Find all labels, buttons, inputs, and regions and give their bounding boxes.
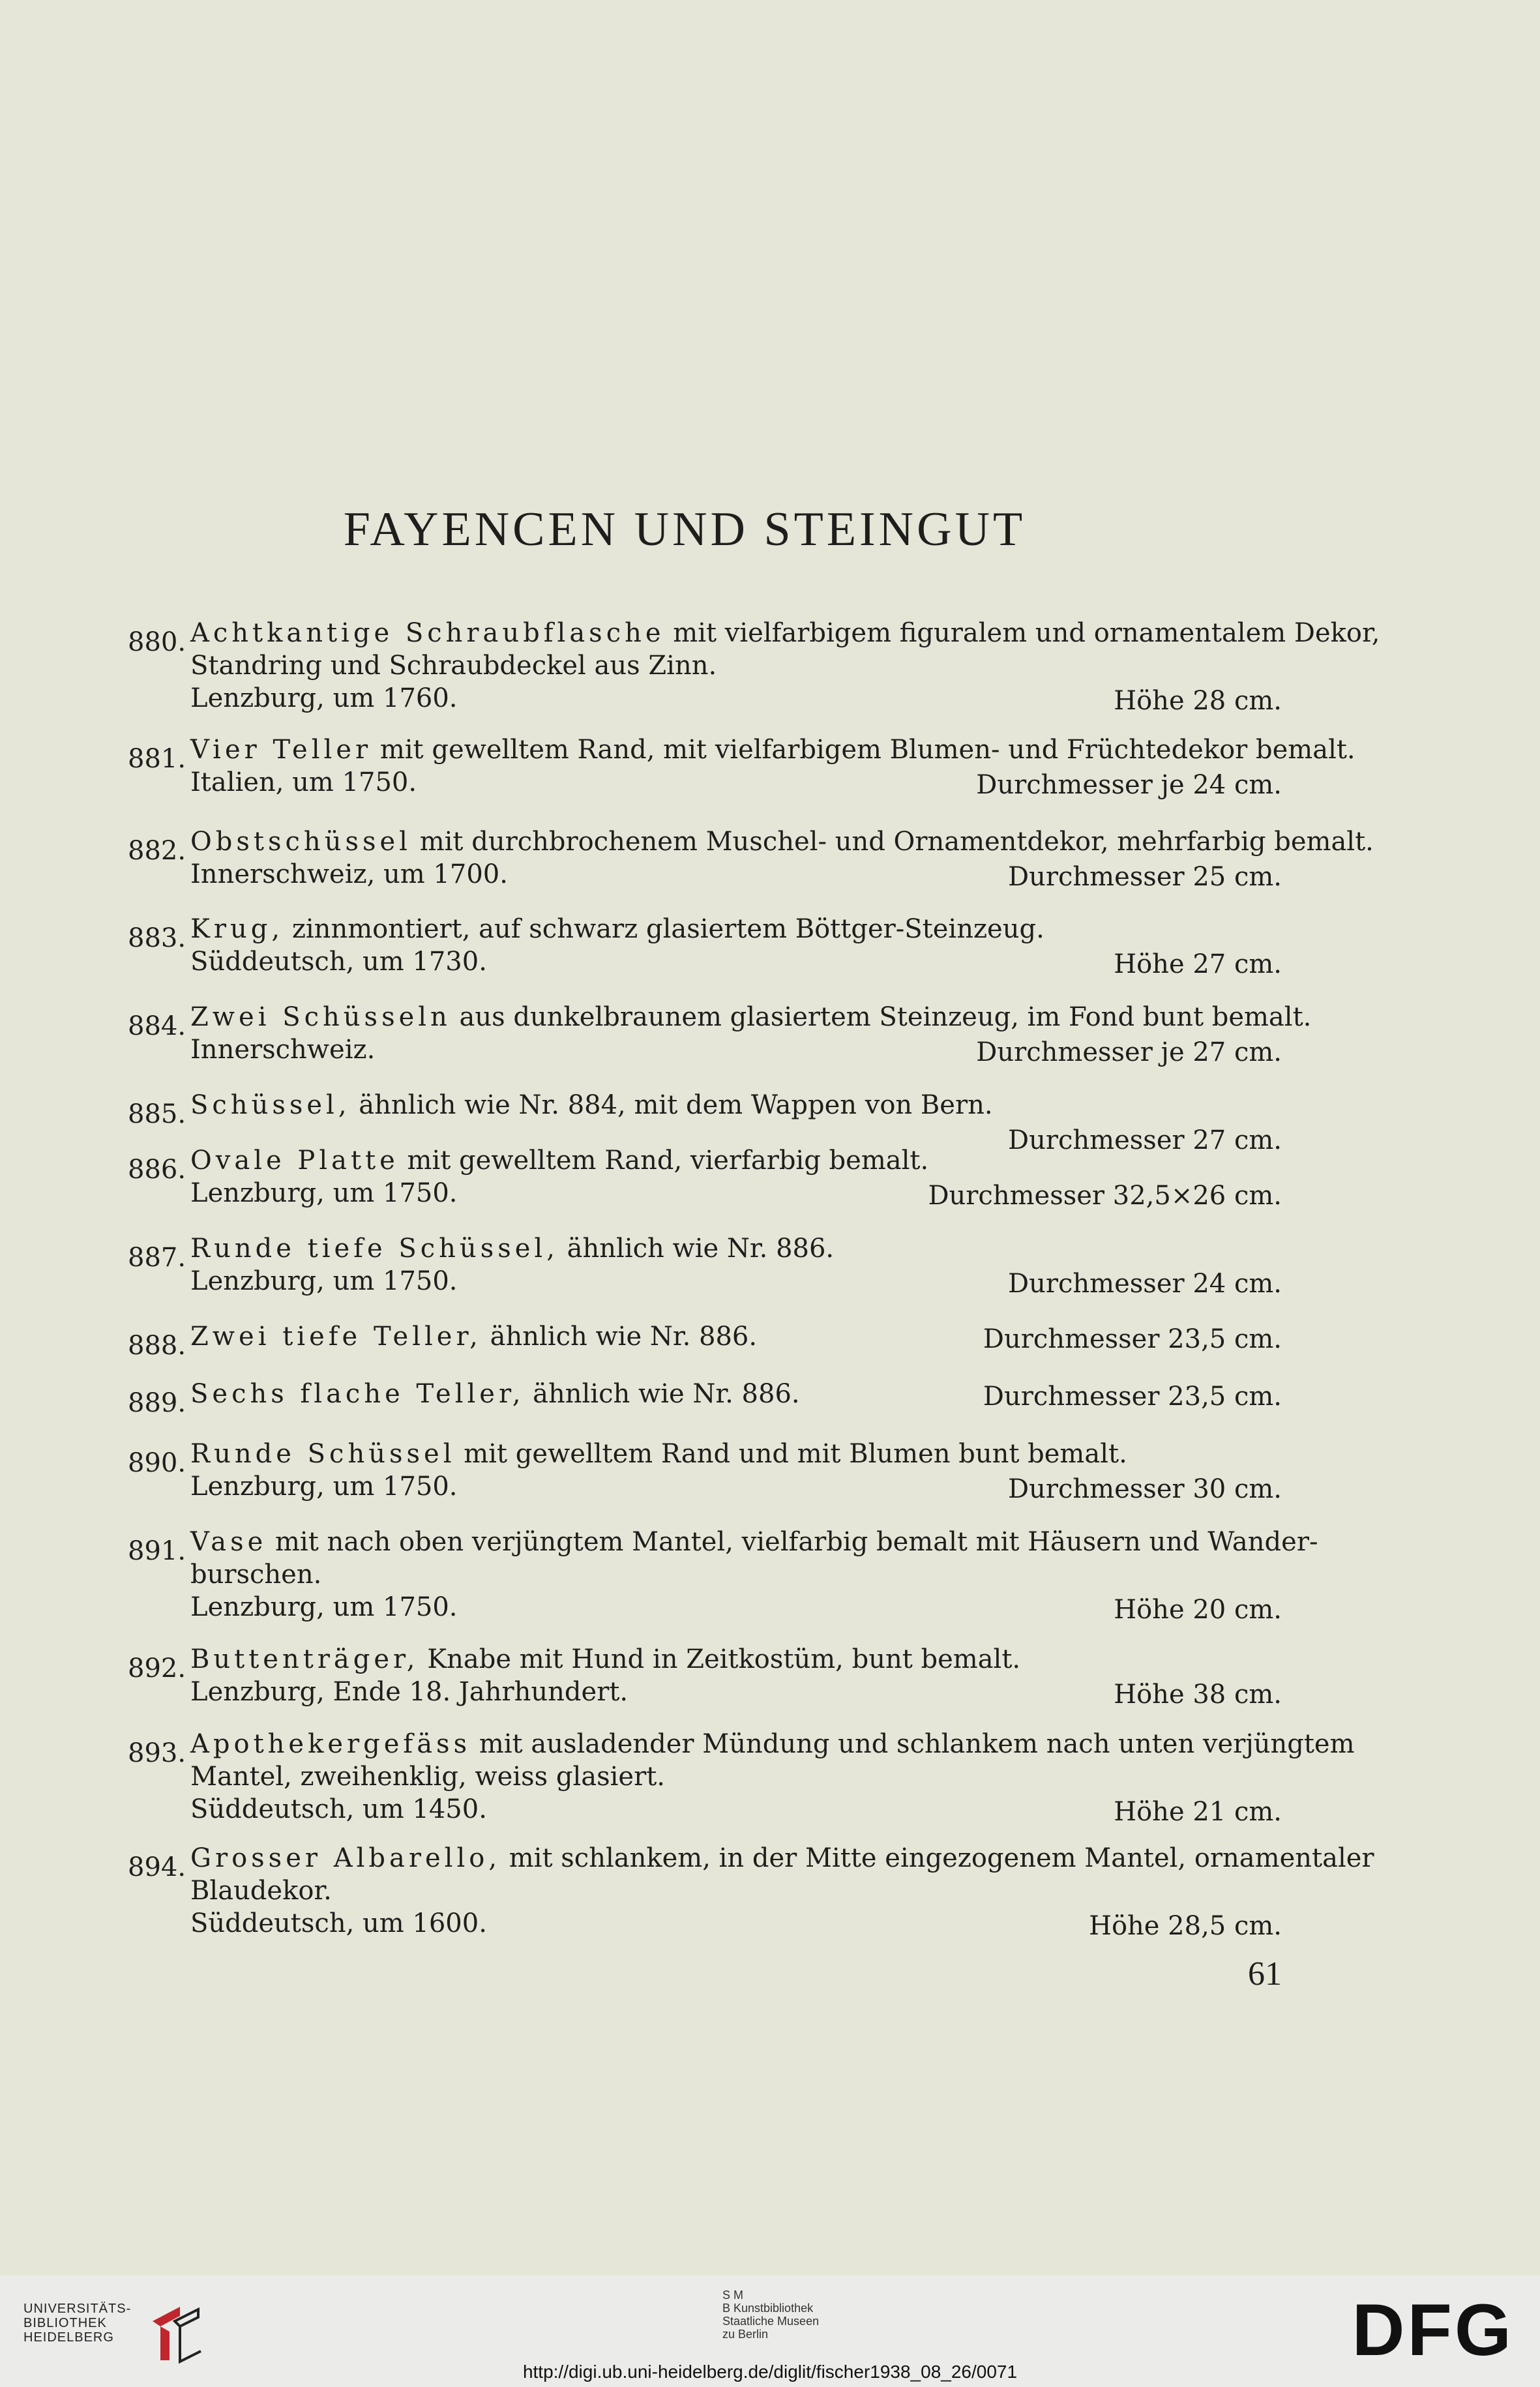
entry-measurement: Durchmesser 23,5 cm.	[983, 1324, 1282, 1354]
entry-line	[190, 1591, 1282, 1623]
entry-number: 886.	[128, 1155, 186, 1185]
entry-body	[190, 1526, 1318, 1625]
entry-measurement: Durchmesser 24 cm.	[1008, 1269, 1282, 1299]
entry-lead: Buttenträger,	[190, 1644, 419, 1674]
entry-line	[190, 1001, 1312, 1033]
entry-number: 891.	[128, 1536, 186, 1566]
entry-measurement: Durchmesser 23,5 cm.	[983, 1382, 1282, 1412]
entry-text: Innerschweiz.	[190, 1035, 376, 1065]
entry-number: 885.	[128, 1099, 186, 1129]
entry-number: 881.	[128, 744, 186, 774]
entry-text: Lenzburg, um 1750.	[190, 1266, 458, 1296]
entry-text: Süddeutsch, um 1600.	[190, 1908, 487, 1938]
entry-text: zinnmontiert, auf schwarz glasiertem Böttger-Steinzeug.	[291, 914, 1044, 944]
entry-text: Italien, um 1750.	[190, 767, 417, 797]
entry-line	[190, 1643, 1282, 1676]
entry-line	[190, 734, 1355, 766]
entry-measurement: Höhe 28,5 cm.	[1089, 1911, 1282, 1941]
entry-lead: Vase	[190, 1527, 267, 1557]
entry-number: 889.	[128, 1388, 186, 1418]
entry-number: 892.	[128, 1653, 186, 1683]
stamp-line: S M	[722, 2289, 744, 2302]
stamp-line: B Kunstbibliothek	[722, 2302, 814, 2315]
entry-lead: Obstschüssel	[190, 827, 411, 857]
entry-body	[190, 1438, 1282, 1503]
entry-line	[190, 1378, 1282, 1410]
entry-measurement: Durchmesser 27 cm.	[1008, 1125, 1282, 1155]
entry-body	[190, 1232, 1282, 1297]
entry-text: mit nach oben verjüngtem Mantel, vielfarbig bemalt mit Häusern und Wander-	[274, 1527, 1318, 1557]
entry-text: Blaudekor.	[190, 1876, 332, 1906]
entry-measurement: Höhe 38 cm.	[1114, 1680, 1282, 1710]
entry-line	[190, 1144, 1282, 1177]
entry-text: aus dunkelbraunem glasiertem Steinzeug, im Fond bunt bemalt.	[459, 1002, 1312, 1032]
entry-line	[190, 1760, 1282, 1793]
entry-line	[190, 1033, 1282, 1066]
entry-lead: Schüssel,	[190, 1090, 351, 1120]
entry-line	[190, 1842, 1374, 1875]
entry-body	[190, 617, 1380, 716]
entry-line	[190, 825, 1374, 858]
entry-lead: Runde Schüssel	[190, 1439, 456, 1469]
entry-line	[190, 1875, 1282, 1907]
entry-lead: Ovale Platte	[190, 1146, 399, 1176]
entry-text: ähnlich wie Nr. 884, mit dem Wappen von Bern.	[359, 1090, 993, 1120]
entry-measurement: Höhe 21 cm.	[1114, 1797, 1282, 1827]
entry-number: 882.	[128, 836, 186, 866]
entry-line	[190, 1470, 1282, 1503]
museum-stamp	[722, 2289, 819, 2341]
entry-measurement: Durchmesser je 24 cm.	[976, 770, 1282, 800]
entry-text: mit gewelltem Rand, mit vielfarbigem Blumen- und Früchtedekor bemalt.	[379, 735, 1355, 765]
entry-measurement: Durchmesser je 27 cm.	[976, 1037, 1282, 1067]
entry-number: 880.	[128, 627, 186, 657]
entry-line	[190, 617, 1380, 649]
library-line: BIBLIOTHEK	[23, 2316, 107, 2330]
entry-number: 887.	[128, 1243, 186, 1273]
entry-lead: Krug,	[190, 914, 284, 944]
entry-number: 888.	[128, 1331, 186, 1361]
entry-text: Süddeutsch, um 1730.	[190, 947, 487, 977]
entry-text: mit gewelltem Rand, vierfarbig bemalt.	[407, 1146, 929, 1176]
entry-line	[190, 1232, 1282, 1265]
entry-text: Lenzburg, Ende 18. Jahrhundert.	[190, 1677, 629, 1707]
entry-measurement: Höhe 20 cm.	[1114, 1595, 1282, 1625]
entry-number: 883.	[128, 923, 186, 953]
entry-text: burschen.	[190, 1560, 322, 1590]
entry-text: Lenzburg, um 1760.	[190, 683, 458, 713]
entry-line	[190, 766, 1282, 799]
entry-line	[190, 858, 1282, 891]
entry-line	[190, 945, 1282, 978]
entry-line	[190, 1438, 1282, 1470]
entry-line	[190, 682, 1282, 715]
entry-text: Lenzburg, um 1750.	[190, 1178, 458, 1208]
entry-number: 893.	[128, 1738, 186, 1768]
entry-body	[190, 1643, 1282, 1708]
entry-text: Süddeutsch, um 1450.	[190, 1794, 487, 1824]
entry-text: mit ausladender Mündung und schlankem nach unten verjüngtem	[479, 1729, 1355, 1759]
entry-body	[190, 1144, 1282, 1209]
entry-lead: Apothekergefäss	[190, 1729, 471, 1759]
stamp-line: zu Berlin	[722, 2328, 769, 2341]
entry-line	[190, 1526, 1318, 1558]
library-line: UNIVERSITÄTS-	[23, 2302, 132, 2316]
entry-measurement: Höhe 27 cm.	[1114, 949, 1282, 979]
entry-measurement: Durchmesser 25 cm.	[1008, 862, 1282, 892]
library-mark-icon	[141, 2302, 213, 2367]
stamp-line: Staatliche Museen	[722, 2315, 820, 2328]
entry-line	[190, 1793, 1282, 1826]
entry-line	[190, 1676, 1282, 1708]
entry-lead: Vier Teller	[190, 735, 372, 765]
entry-measurement: Höhe 28 cm.	[1114, 686, 1282, 716]
entry-body	[190, 1001, 1312, 1067]
entry-text: ähnlich wie Nr. 886.	[567, 1234, 835, 1264]
entry-number: 884.	[128, 1011, 186, 1041]
page-number: 61	[1248, 1955, 1282, 1993]
entry-body	[190, 734, 1355, 800]
entry-body	[190, 825, 1374, 892]
entry-measurement: Durchmesser 32,5×26 cm.	[928, 1181, 1282, 1211]
entry-text: mit gewelltem Rand und mit Blumen bunt bemalt.	[464, 1439, 1127, 1469]
entry-line	[190, 1907, 1282, 1940]
entry-lead: Runde tiefe Schüssel,	[190, 1234, 559, 1264]
entry-lead: Sechs flache Teller,	[190, 1379, 525, 1409]
entry-line	[190, 1320, 1282, 1353]
entry-lead: Zwei tiefe Teller,	[190, 1322, 482, 1352]
entry-text: mit durchbrochenem Muschel- und Ornamentdekor, mehrfarbig bemalt.	[419, 827, 1374, 857]
entry-line	[190, 913, 1282, 945]
entry-line	[190, 1089, 1282, 1121]
entry-number: 894.	[128, 1852, 186, 1882]
entry-text: Knabe mit Hund in Zeitkostüm, bunt bemalt.	[427, 1644, 1021, 1674]
entry-body	[190, 1728, 1355, 1827]
entry-line	[190, 649, 1282, 682]
entry-body	[190, 1378, 1282, 1410]
entry-measurement: Durchmesser 30 cm.	[1008, 1474, 1282, 1504]
entry-text: ähnlich wie Nr. 886.	[533, 1379, 800, 1409]
entry-text: Lenzburg, um 1750.	[190, 1472, 458, 1502]
page-title: FAYENCEN UND STEINGUT	[343, 503, 1026, 556]
entry-text: Standring und Schraubdeckel aus Zinn.	[190, 651, 717, 681]
entry-text: Lenzburg, um 1750.	[190, 1592, 458, 1622]
dfg-logo[interactable]: DFG	[1352, 2289, 1514, 2371]
entry-body	[190, 1320, 1282, 1353]
entry-text: ähnlich wie Nr. 886.	[490, 1322, 758, 1352]
university-library-logo[interactable]	[23, 2302, 131, 2345]
footer-bar	[0, 2276, 1540, 2387]
entry-text: mit schlankem, in der Mitte eingezogenem Mantel, ornamentaler	[509, 1843, 1374, 1873]
entry-body	[190, 913, 1282, 978]
entry-lead: Achtkantige Schraubflasche	[190, 618, 665, 648]
entry-number: 890.	[128, 1448, 186, 1478]
entry-line	[190, 1177, 1282, 1209]
entry-line	[190, 1558, 1282, 1591]
entry-text: Innerschweiz, um 1700.	[190, 859, 508, 889]
entry-line	[190, 1728, 1355, 1760]
entry-lead: Grosser Albarello,	[190, 1843, 501, 1873]
entry-line	[190, 1265, 1282, 1297]
source-url[interactable]: http://digi.ub.uni-heidelberg.de/diglit/fischer1938_08_26/0071	[522, 2362, 1018, 2382]
entry-text: Mantel, zweihenklig, weiss glasiert.	[190, 1762, 665, 1792]
entry-lead: Zwei Schüsseln	[190, 1002, 451, 1032]
entry-body	[190, 1842, 1374, 1941]
entry-text: mit vielfarbigem figuralem und ornamentalem Dekor,	[673, 618, 1380, 648]
library-line: HEIDELBERG	[23, 2330, 114, 2345]
